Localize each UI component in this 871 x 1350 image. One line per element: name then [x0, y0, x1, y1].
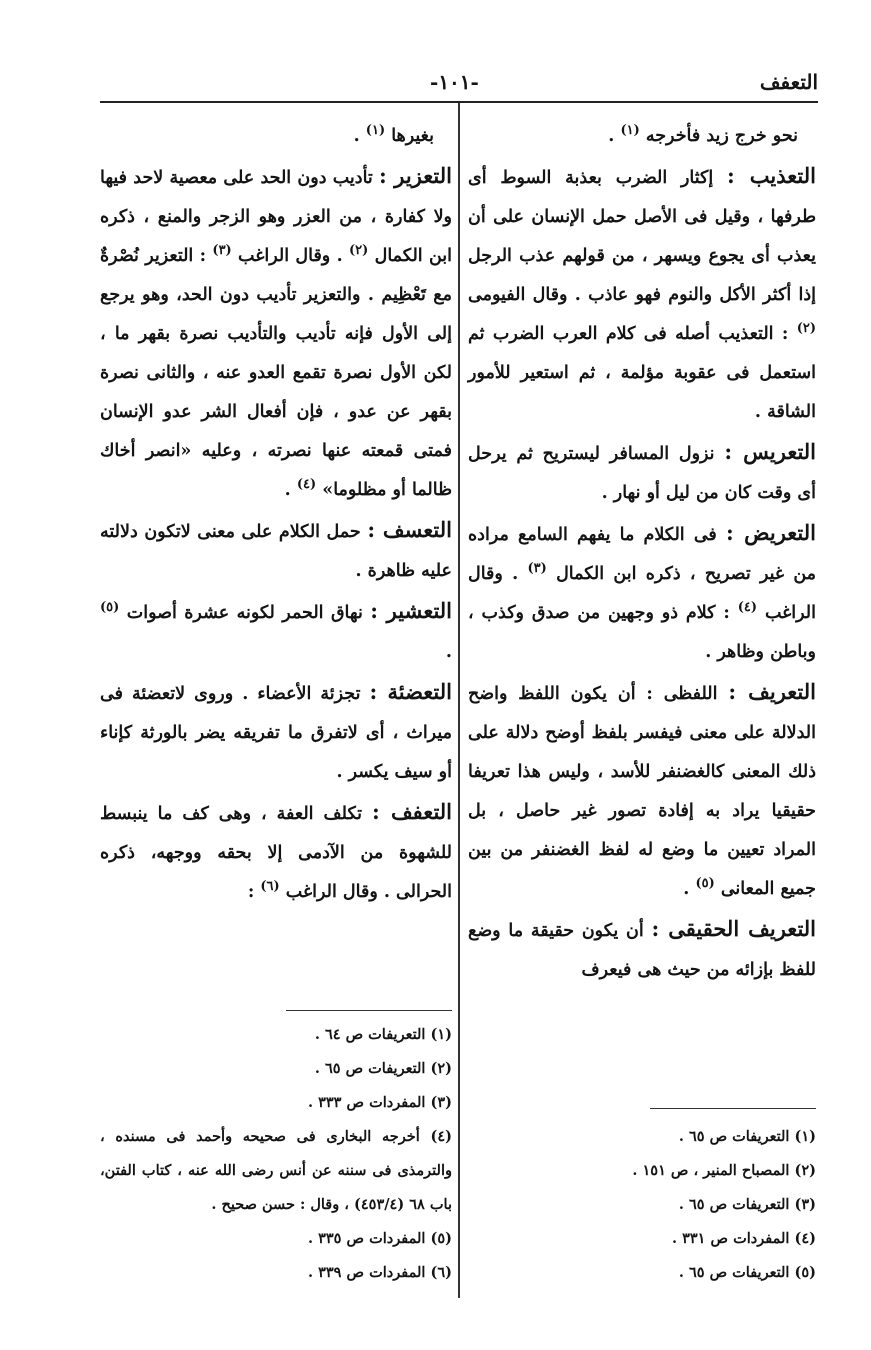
- entry-text: :: [247, 882, 255, 902]
- entry-term: التعسف :: [367, 517, 453, 542]
- footnote: (٤) أخرجه البخارى فى صحيحه وأحمد فى مسنده ، والترمذى فى سننه عن أنس رضى الله عنه ، كتاب الفتن، باب ٦٨ (٤٥٣/٤) ، وقال : حسن صحيح .: [100, 1128, 452, 1213]
- entry-term: التعريف الحقيقى :: [651, 916, 817, 941]
- entry-ta3ris: [468, 432, 816, 513]
- entry-text: تأديب دون الحد على معصية لاحد فيها ولا كفارة ، من العزر وهو الزجر والمنع ، ذكره ابن الكمال: [100, 168, 453, 266]
- entry-text: نحو خرج زيد فأخرجه: [645, 126, 798, 146]
- entry-text: : كلام ذو وجهين من صدق وكذب ، وباطن وظاهر .: [468, 603, 816, 662]
- footnote-ref: (٢): [796, 321, 816, 337]
- footnote: (٥) التعريفات ص ٦٥ .: [678, 1264, 816, 1281]
- footnote-rule: [286, 1010, 452, 1011]
- footnote-ref: (٣): [212, 243, 232, 259]
- footnote-ref: (٣): [527, 561, 547, 577]
- entry-term: التعشير :: [370, 598, 453, 623]
- entry-text: .: [445, 642, 452, 662]
- footnote: (٣) التعريفات ص ٦٥ .: [678, 1196, 816, 1213]
- footnote: (٢) المصباح المنير ، ص ١٥١ .: [632, 1162, 816, 1179]
- entry-term: التعزير :: [379, 163, 452, 188]
- running-head: التعفف: [759, 70, 818, 94]
- entry-ta3affuf: [100, 792, 452, 912]
- footnote: (٦) المفردات ص ٣٣٩ .: [308, 1264, 452, 1281]
- entry-ta3zir: [100, 156, 452, 510]
- entry-text: .: [284, 480, 291, 500]
- entry-text: فى الكلام ما يفهم السامع مراده من غير تصريح ، ذكره ابن الكمال: [468, 525, 817, 584]
- entry-term: التعريض :: [725, 520, 816, 545]
- entry-text: : التعذيب أصله فى كلام العرب الضرب ثم استعمل فى عقوبة مؤلمة ، ثم استعير للأمور الشاقة .: [468, 324, 816, 422]
- entry-text: .: [353, 126, 360, 146]
- footnote: (١) التعريفات ص ٦٤ .: [314, 1026, 452, 1043]
- entry-term: التعفف :: [371, 799, 453, 824]
- entry-text: .: [608, 126, 615, 146]
- entry-continuation: [468, 117, 816, 156]
- entry-term: التعضئة :: [369, 679, 452, 704]
- entry-term: التعريف :: [728, 679, 817, 704]
- right-column: [468, 117, 816, 990]
- footnote-ref: (٢): [349, 243, 369, 259]
- footnote-ref: (٤): [737, 600, 758, 616]
- footnote-rule: [650, 1108, 816, 1109]
- entry-text: أن يكون حقيقة ما وضع للفظ بإزائه من حيث هى فيعرف: [468, 921, 816, 980]
- entry-text: نزول المسافر ليستريح ثم يرحل أى وقت كان من ليل أو نهار .: [468, 444, 816, 503]
- entry-ta3di2a: [100, 672, 452, 792]
- column-divider: [458, 103, 460, 1298]
- entry-ta3rif: [468, 672, 816, 909]
- entry-ta3dhib: [468, 156, 816, 432]
- entry-text: . وقال الراغب: [468, 564, 817, 623]
- entry-ta3rid: [468, 513, 816, 672]
- entry-ta3assuf: [100, 510, 452, 591]
- entry-text: إكثار الضرب بعذبة السوط أى طرفها ، وقيل فى الأصل حمل الإنسان على أن يعذب أى يجوع ويسهر ، من قولهم عذب الرجل إذا أكثر الأكل والنوم فهو عاذب . وقال الفيومى: [468, 168, 816, 305]
- entry-term: التعريس :: [724, 439, 817, 464]
- footnote-ref: (٥): [695, 876, 715, 892]
- footnote-ref: (٥): [100, 600, 120, 616]
- footnote-ref: (٦): [260, 879, 280, 895]
- page-number: -١٠١-: [430, 70, 479, 94]
- entry-text: : التعزير نُصْرةٌ مع تَعْظِيم . والتعزير تأديب دون الحد، وهو يرجع إلى الأول فإنه تأديب والتأديب نصرة بقهر ما ، لكن الأول نصرة تقمع العدو عنه ، والثانى نصرة بقهر عن عدو ، فإن أفعال الشر عدو الإنسان فمتى قمعته عنها نصرته ، وعليه «انصر أخاك ظالما أو مظلوما»: [100, 246, 452, 500]
- entry-text: بغيرها: [391, 126, 434, 146]
- footnotes-left: [100, 1018, 452, 1290]
- footnote: (١) التعريفات ص ٦٥ .: [678, 1128, 816, 1145]
- footnote: (٤) المفردات ص ٣٣١ .: [672, 1230, 816, 1247]
- footnote-ref: (٤): [296, 477, 317, 493]
- entry-continuation: [100, 117, 452, 156]
- footnotes-right: [468, 1120, 816, 1290]
- entry-text: تجزئة الأعضاء . وروى لاتعضئة فى ميراث ، أى لاتفرق ما تفريقه يضر بالورثة كإناء أو سيف يكسر .: [100, 684, 452, 782]
- entry-text: تكلف العفة ، وهى كف ما ينبسط للشهوة من الآدمى إلا بحقه ووجهه، ذكره الحرالى . وقال الراغب: [100, 804, 452, 902]
- left-column: [100, 117, 452, 912]
- footnote: (٣) المفردات ص ٣٣٣ .: [308, 1094, 452, 1111]
- entry-text: . وقال الراغب: [238, 246, 343, 266]
- entry-text: .: [683, 879, 690, 899]
- entry-ta3shir: [100, 591, 452, 672]
- entry-text: اللفظى : أن يكون اللفظ واضح الدلالة على معنى فيفسر بلفظ أوضح دلالة على ذلك المعنى كالغضنفر للأسد ، وليس هذا تعريفا حقيقيا يراد به إفادة تصور غير حاصل ، بل المراد تعيين ما وضع له لفظ الغضنفر من بين جميع المعانى: [468, 684, 816, 899]
- entry-text: نهاق الحمر لكونه عشرة أصوات: [126, 603, 363, 623]
- footnote: (٢) التعريفات ص ٦٥ .: [314, 1060, 452, 1077]
- entry-text: حمل الكلام على معنى لاتكون دلالته عليه ظاهرة .: [100, 522, 452, 581]
- entry-ta3rif-haqiqi: [468, 909, 816, 990]
- footnote-ref: (١): [365, 123, 386, 139]
- footnote-ref: (١): [620, 123, 640, 139]
- page-header: [100, 68, 818, 102]
- entry-term: التعذيب :: [727, 163, 816, 188]
- footnote: (٥) المفردات ص ٣٣٥ .: [308, 1230, 452, 1247]
